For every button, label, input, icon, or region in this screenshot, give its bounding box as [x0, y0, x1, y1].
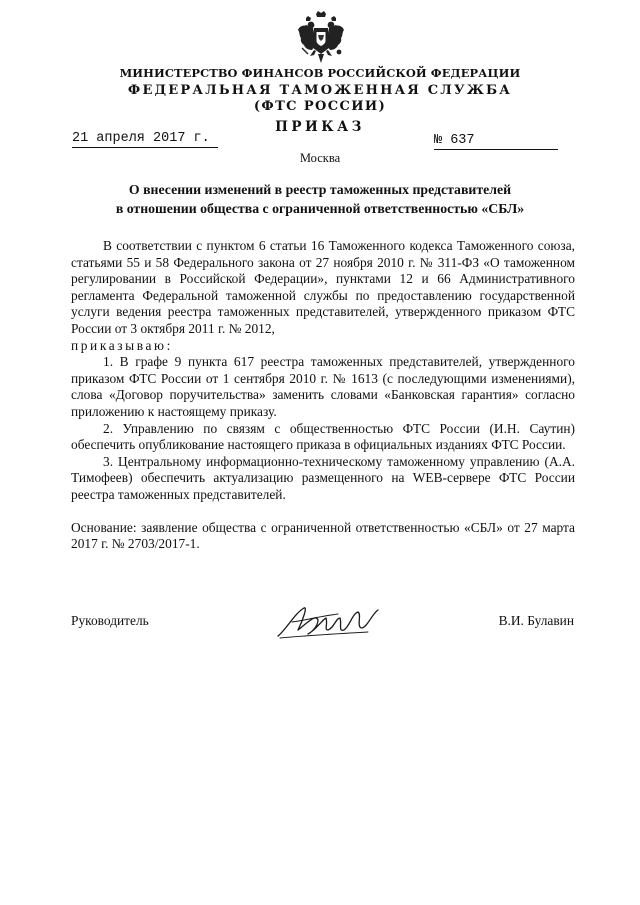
order-item-1: 1. В графе 9 пункта 617 реестра таможенных представителей, утвержденного приказом ФТС России от 1 сентября 2010 г. № 1613 (с последующими изменениями), слова «Договор поручительства» заменить словами «Банковская гарантия» согласно приложению к настоящему приказу. [71, 354, 575, 419]
order-word-line [71, 338, 575, 355]
coat-of-arms-emblem [296, 10, 346, 66]
ministry-name: МИНИСТЕРСТВО ФИНАНСОВ РОССИЙСКОЙ ФЕДЕРАЦИИ [119, 66, 521, 80]
handwritten-signature [272, 600, 392, 642]
document-type: ПРИКАЗ [275, 119, 365, 135]
service-abbreviation: (ФТС РОССИИ) [253, 99, 387, 114]
order-number: № 637 [434, 133, 558, 150]
basis-paragraph: Основание: заявление общества с ограниченной ответственностью «СБЛ» от 27 марта 2017 г. № 2703/2017-1. [71, 519, 575, 552]
signer-role: Руководитель [71, 613, 149, 628]
city: Москва [299, 151, 341, 165]
order-item-2: 2. Управлению по связям с общественностью ФТС России (И.Н. Саутин) обеспечить опубликование настоящего приказа в официальных изданиях ФТС России. [71, 420, 575, 453]
preamble-paragraph: В соответствии с пунктом 6 статьи 16 Таможенного кодекса Таможенного союза, статьями 55 и 58 Федерального закона от 27 ноября 2010 г. № 311-ФЗ «О таможенном регулировании в Российской Федерации», пунктами 12 и 66 Административного регламента Федеральной таможенной службы по предоставлению государственной услуги ведения реестра таможенных представителей, утвержденного приказом ФТС России от 3 октября 2011 г. № 2012, [71, 238, 575, 336]
service-name: ФЕДЕРАЛЬНАЯ ТАМОЖЕННАЯ СЛУЖБА [127, 83, 513, 98]
title-line-2: в отношении общества с ограниченной ответственностью «СБЛ» [115, 201, 525, 216]
document-title [60, 180, 580, 218]
order-date: 21 апреля 2017 г. [72, 131, 218, 148]
order-word: приказываю: [71, 337, 173, 353]
title-line-1: О внесении изменений в реестр таможенных представителей [128, 182, 512, 197]
document-body [71, 238, 575, 553]
order-item-3: 3. Центральному информационно-техническому таможенному управлению (А.А. Тимофеев) обеспечить актуализацию размещенного на WEB-сервере ФТС России реестра таможенных представителей. [71, 453, 575, 502]
signer-name: В.И. Булавин [498, 613, 574, 628]
